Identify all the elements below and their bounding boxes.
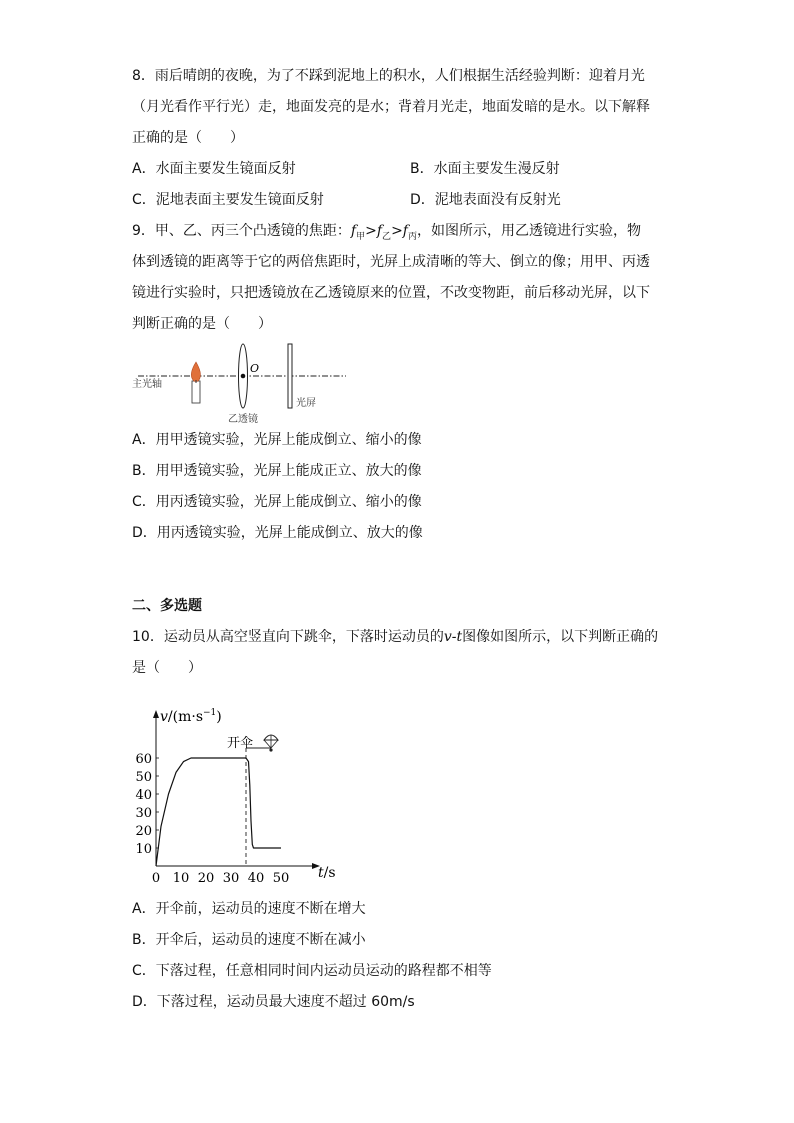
q10-option-c: C．下落过程，任意相同时间内运动员运动的路程都不相等: [132, 963, 492, 979]
focal-sub-bing: 丙: [407, 231, 417, 242]
y-axis-unit: /(m·s: [167, 709, 204, 725]
candle-icon: [192, 381, 200, 403]
x-axis-unit: /s: [323, 865, 336, 881]
lens-center-dot: [241, 374, 246, 379]
q9-option-c: C．用丙透镜实验，光屏上能成倒立、缩小的像: [132, 494, 422, 510]
focal-f-jia: f: [350, 223, 357, 239]
screen-label: 光屏: [296, 398, 316, 409]
q9-line4: 判断正确的是（ ）: [132, 316, 272, 332]
q8-option-d: D．泥地表面没有反射光: [410, 192, 561, 208]
y-tick-label: 60: [135, 752, 152, 767]
open-parachute-annotation: 开伞: [227, 736, 254, 751]
q8-line3: 正确的是（ ）: [132, 130, 244, 146]
principal-axis-label: 主光轴: [132, 379, 162, 390]
gt-sign-1: >: [365, 223, 377, 239]
lens-center-label: O: [250, 362, 260, 375]
y-axis-arrow: [153, 710, 159, 718]
focal-sub-jia: 甲: [356, 231, 366, 242]
q10-line2: 是（ ）: [132, 660, 202, 676]
q9-option-a: A．用甲透镜实验，光屏上能成倒立、缩小的像: [132, 432, 422, 448]
q8-option-c: C．泥地表面主要发生镜面反射: [132, 192, 324, 208]
parachute-icon: [264, 735, 278, 752]
x-tick-label: 50: [272, 871, 290, 886]
q9-line1-start: 9．甲、乙、丙三个凸透镜的焦距：: [132, 223, 351, 239]
vt-symbol: v-t: [443, 629, 463, 645]
x-axis-label: [318, 865, 336, 881]
svg-text:v/(m·s−1): [160, 708, 222, 725]
q9-line3: 镜进行实验时，只把透镜放在乙透镜原来的位置，不改变物距，前后移动光屏，以下: [132, 285, 650, 301]
q10-line1-end: 图像如图所示，以下判断正确的: [462, 629, 659, 645]
velocity-series-line: [156, 758, 281, 866]
x-axis-var: t: [318, 865, 324, 881]
focal-f-yi: f: [376, 223, 383, 239]
q8-option-b: B．水面主要发生漫反射: [410, 161, 560, 177]
y-tick-label: 20: [135, 824, 152, 839]
q9-option-d: D．用丙透镜实验，光屏上能成倒立、放大的像: [132, 525, 423, 541]
q10-option-a: A．开伞前，运动员的速度不断在增大: [132, 901, 366, 917]
y-tick-label: 10: [135, 842, 152, 857]
x-tick-label: 0: [151, 871, 161, 886]
y-tick-label: 30: [135, 806, 152, 821]
lens-label: 乙透镜: [228, 414, 258, 425]
x-tick-label: 30: [222, 871, 240, 886]
q10-option-b: B．开伞后，运动员的速度不断在减小: [132, 932, 366, 948]
section-title: 二、多选题: [132, 598, 202, 614]
y-tick-label: 40: [135, 788, 152, 803]
focal-f-bing: f: [402, 223, 408, 239]
focal-sub-yi: 乙: [382, 231, 392, 242]
vt-chart: [128, 700, 338, 888]
q10-option-d: D．下落过程，运动员最大速度不超过 60m/s: [132, 994, 415, 1010]
y-axis-exp: −1: [203, 708, 217, 718]
x-tick-label: 40: [247, 871, 265, 886]
x-tick-label: 10: [172, 871, 190, 886]
gt-sign-2: >: [391, 223, 403, 239]
q10-line1-start: 10．运动员从高空竖直向下跳伞，下落时运动员的: [132, 629, 444, 645]
lens-diagram: [128, 340, 358, 428]
y-axis-label: [160, 708, 222, 725]
q8-line1: 8．雨后晴朗的夜晚，为了不踩到泥地上的积水，人们根据生活经验判断：迎着月光: [132, 68, 645, 84]
q9-option-b: B．用甲透镜实验，光屏上能成正立、放大的像: [132, 463, 422, 479]
x-tick-label: 20: [197, 871, 215, 886]
q9-line1-end: ，如图所示，用乙透镜进行实验，物: [417, 223, 641, 239]
q8-option-a: A．水面主要发生镜面反射: [132, 161, 296, 177]
q8-line2: （月光看作平行光）走，地面发亮的是水；背着月光走，地面发暗的是水。以下解释: [132, 99, 650, 115]
flame-icon: [191, 362, 200, 382]
q9-line2: 体到透镜的距离等于它的两倍焦距时，光屏上成清晰的等大、倒立的像；用甲、丙透: [132, 254, 650, 270]
q10-line1: [132, 627, 658, 647]
light-screen-icon: [288, 344, 292, 408]
y-tick-label: 50: [135, 770, 152, 785]
y-axis-close: ): [216, 709, 222, 725]
q9-line1: [132, 221, 641, 247]
y-axis-var: v: [160, 709, 168, 725]
